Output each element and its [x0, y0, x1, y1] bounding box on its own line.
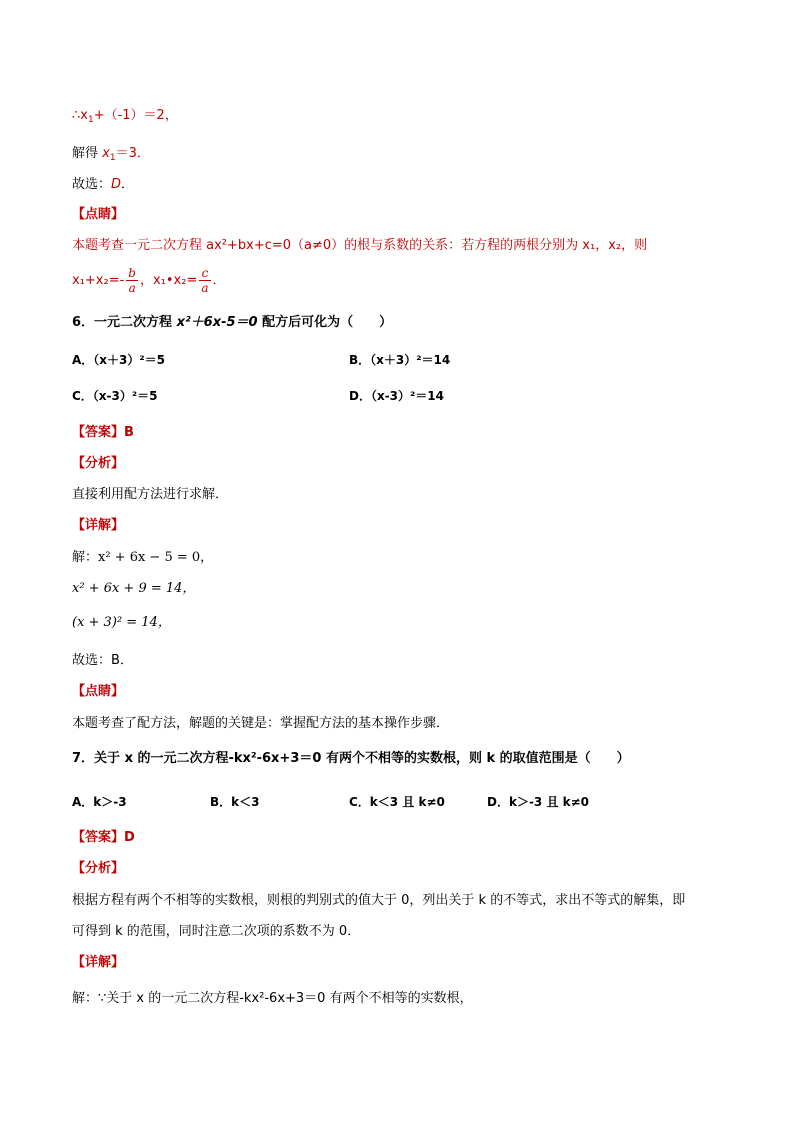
section-heading-dianjing: 【点睛】	[72, 207, 125, 222]
question-7-stem: 7．关于 x 的一元二次方程-kx²-6x+3＝0 有两个不相等的实数根，则 k 的取值范围是（ ）	[72, 751, 630, 766]
q7-answer: 【答案】D	[72, 830, 135, 845]
choice-line: 故选：D．	[72, 177, 135, 192]
q7-analysis-heading: 【分析】	[72, 861, 125, 876]
q7-option-d: D．k＞-3 且 k≠0	[487, 795, 590, 809]
q6-analysis-heading: 【分析】	[72, 456, 125, 471]
q7-option-a: A．k＞-3	[72, 795, 127, 809]
q6-analysis-text: 直接利用配方法进行求解．	[72, 487, 229, 502]
q7-analysis-line-1: 根据方程有两个不相等的实数根，则根的判别式的值大于 0，列出关于 k 的不等式，求出不等式的解集，即	[72, 893, 686, 908]
q6-choice: 故选：B．	[72, 653, 133, 668]
q6-option-c: C．（x-3）²＝5	[72, 389, 158, 403]
solution-line-solve: 解得 $x_1=3$．	[72, 146, 150, 163]
q6-option-d: D．（x-3）²＝14	[349, 389, 444, 403]
comment-text: 本题考查一元二次方程 ax²+bx+c=0（a≠0）的根与系数的关系：若方程的两根分别为 x₁，x₂，则	[72, 238, 648, 253]
question-6-stem: 6．一元二次方程 x²＋6x-5＝0 配方后可化为（ ）	[72, 315, 393, 330]
q6-answer: 【答案】B	[72, 425, 134, 440]
q6-dianjing-text: 本题考查了配方法，解题的关键是：掌握配方法的基本操作步骤．	[72, 716, 450, 731]
q7-detail-heading: 【详解】	[72, 955, 125, 970]
q6-detail-step-1: 解：x² + 6x − 5 = 0，	[72, 550, 214, 565]
q6-detail-step-3: (x + 3)² = 14，	[72, 615, 171, 630]
solution-line-sum: $\therefore x_1+(-1)=2$，	[72, 108, 178, 125]
q7-analysis-line-2: 可得到 k 的范围，同时注意二次项的系数不为 0．	[72, 924, 361, 939]
q7-option-b: B．k＜3	[210, 795, 260, 809]
q7-option-c: C．k＜3 且 k≠0	[349, 795, 445, 809]
q6-dianjing-heading: 【点睛】	[72, 684, 125, 699]
q6-option-a: A．（x＋3）²＝5	[72, 353, 165, 367]
q6-detail-heading: 【详解】	[72, 518, 125, 533]
q6-detail-step-2: x² + 6x + 9 = 14，	[72, 581, 196, 596]
q6-option-b: B．（x＋3）²＝14	[349, 353, 451, 367]
q7-detail-line-1: 解：∵关于 x 的一元二次方程-kx²-6x+3＝0 有两个不相等的实数根，	[72, 991, 473, 1006]
vieta-formula: x₁+x₂=- $\frac{b}{a}$ ，x₁•x₂= $\frac{c}{a}$ ．	[72, 266, 226, 295]
